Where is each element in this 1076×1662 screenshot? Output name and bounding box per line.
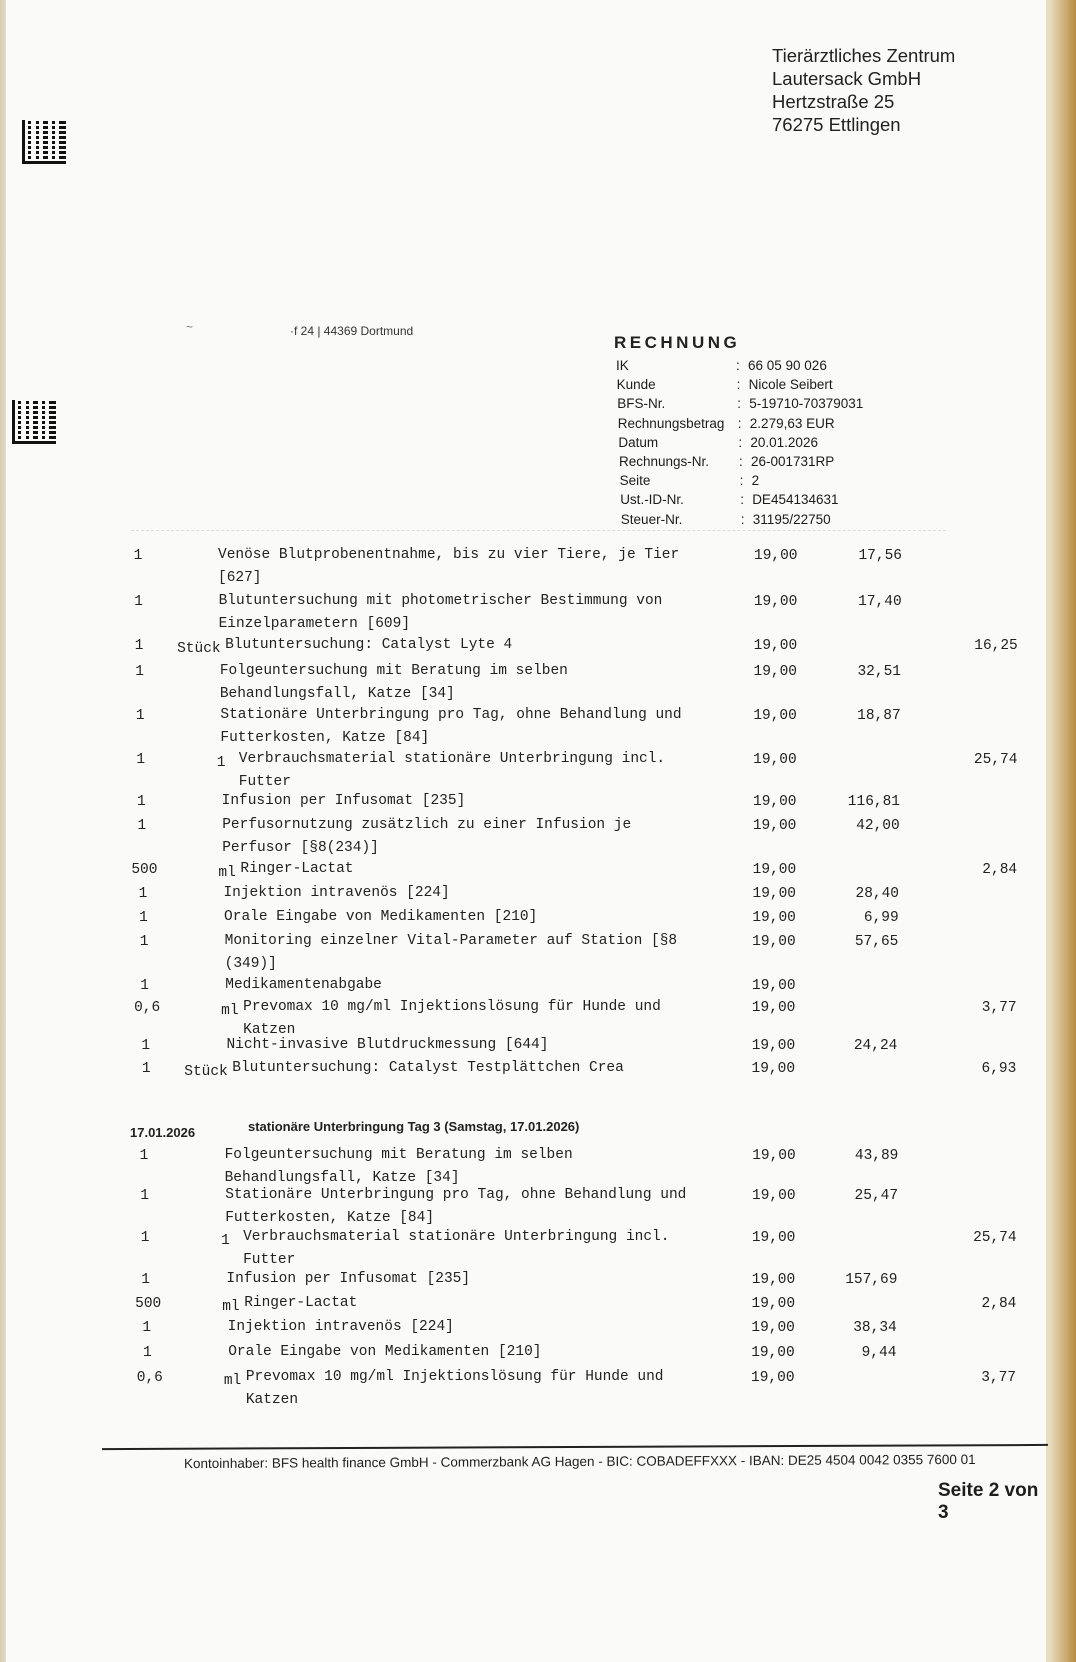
row-description: Orale Eingabe von Medikamenten [210] — [228, 1344, 542, 1360]
row-quantity: 0,6 — [136, 1370, 163, 1386]
row-tax-rate: 19,00 — [753, 638, 798, 654]
meta-value: 5-19710-70379031 — [749, 396, 864, 412]
meta-label: Rechnungsbetrag — [617, 415, 725, 431]
row-tax-rate: 19,00 — [752, 1148, 796, 1164]
row-net-amount: 17,40 — [858, 594, 902, 610]
row-gross-amount: 2,84 — [982, 862, 1018, 878]
row-tax-rate: 19,00 — [753, 594, 798, 610]
row-gross-amount: 3,77 — [981, 1370, 1017, 1386]
row-description: Infusion per Infusomat [235] — [226, 1271, 471, 1287]
return-address-mark: ~ — [186, 320, 194, 334]
bank-details: Kontoinhaber: BFS health finance GmbH - Commerzbank AG Hagen - BIC: COBADEFFXXX - IBAN: DE25 4504 0042 0355 7600 01 — [183, 1451, 976, 1472]
row-tax-rate: 19,00 — [751, 1061, 796, 1077]
meta-row — [617, 375, 864, 394]
row-unit: 1 — [221, 1233, 230, 1249]
row-net-amount: 32,51 — [857, 664, 901, 680]
row-tax-rate: 19,00 — [751, 1320, 795, 1336]
row-description: Injektion intravenös [224] — [227, 1319, 454, 1335]
meta-label: Steuer-Nr. — [620, 511, 683, 527]
row-net-amount: 17,56 — [858, 548, 902, 564]
invoice-meta — [616, 356, 863, 529]
row-quantity: 1 — [135, 664, 144, 680]
row-description: Ringer-Lactat — [244, 1295, 358, 1311]
meta-label: Kunde — [616, 377, 656, 393]
row-net-amount: 157,69 — [845, 1272, 898, 1288]
row-tax-rate: 19,00 — [752, 818, 797, 834]
row-net-amount: 57,65 — [854, 934, 899, 950]
datamatrix-frame-top — [22, 120, 66, 164]
meta-row — [619, 452, 863, 471]
meta-label: IK — [616, 358, 629, 373]
row-tax-rate: 19,00 — [752, 886, 797, 902]
row-net-amount: 24,24 — [853, 1038, 898, 1054]
meta-value: 20.01.2026 — [750, 434, 818, 450]
document-page — [6, 0, 1046, 1662]
row-description: Injektion intravenös [224] — [223, 885, 450, 901]
row-quantity: 1 — [137, 818, 147, 834]
row-quantity: 1 — [139, 1148, 149, 1164]
row-description: Perfusornutzung zusätzlich zu einer Infusion je Perfusor [§8(234)] — [222, 817, 632, 856]
row-net-amount: 6,99 — [863, 910, 899, 926]
row-quantity: 1 — [141, 1061, 151, 1077]
row-description: Verbrauchsmaterial stationäre Unterbringung incl. Futter — [243, 1229, 670, 1268]
meta-value: Nicole Seibert — [748, 377, 833, 393]
meta-separator: : — [740, 511, 745, 527]
row-description: Stationäre Unterbringung pro Tag, ohne Behandlung und Futterkosten, Katze [84] — [225, 1187, 687, 1226]
row-net-amount: 18,87 — [857, 708, 901, 724]
section-date: 17.01.2026 — [130, 1125, 196, 1140]
row-description: Stationäre Unterbringung pro Tag, ohne Behandlung und Futterkosten, Katze [84] — [220, 707, 682, 746]
row-tax-rate: 19,00 — [751, 1296, 796, 1312]
meta-separator: : — [740, 492, 744, 508]
meta-row — [618, 433, 863, 452]
row-description: Blutuntersuchung: Catalyst Testplättchen Crea — [232, 1060, 624, 1076]
sender-city: 76275 Ettlingen — [772, 114, 901, 135]
invoice-title: RECHNUNG — [614, 333, 741, 352]
row-tax-rate: 19,00 — [752, 1188, 796, 1204]
meta-label: Datum — [618, 434, 659, 450]
row-description: Prevomax 10 mg/ml Injektionslösung für Hunde und Katzen — [243, 999, 661, 1038]
row-quantity: 0,6 — [134, 1000, 161, 1016]
row-tax-rate: 19,00 — [751, 1370, 795, 1386]
row-quantity: 1 — [142, 1320, 152, 1336]
meta-value: DE454134631 — [752, 492, 839, 508]
row-description: Venöse Blutprobenentnahme, bis zu vier Tiere, je Tier [627] — [218, 547, 680, 586]
meta-value: 31195/22750 — [752, 511, 831, 527]
row-quantity: 1 — [140, 1230, 150, 1246]
sender-street: Hertzstraße 25 — [772, 91, 895, 112]
row-net-amount: 28,40 — [855, 886, 900, 902]
row-quantity: 1 — [136, 752, 146, 768]
row-quantity: 1 — [138, 886, 148, 902]
row-unit: ml — [223, 1373, 242, 1389]
return-address: ·f 24 | 44369 Dortmund — [290, 324, 414, 338]
row-quantity: 1 — [139, 910, 148, 926]
row-tax-rate: 19,00 — [752, 862, 797, 878]
row-tax-rate: 19,00 — [751, 1230, 796, 1246]
row-tax-rate: 19,00 — [753, 794, 797, 810]
row-description: Medikamentenabgabe — [225, 977, 382, 993]
meta-value: 66 05 90 026 — [748, 358, 827, 373]
row-quantity: 500 — [135, 1296, 162, 1312]
row-net-amount: 38,34 — [853, 1320, 897, 1336]
row-description: Infusion per Infusomat [235] — [221, 793, 466, 809]
row-gross-amount: 16,25 — [974, 638, 1018, 654]
meta-value: 2.279,63 EUR — [749, 415, 835, 431]
row-description: Orale Eingabe von Medikamenten [210] — [224, 909, 538, 925]
row-tax-rate: 19,00 — [754, 548, 798, 564]
row-tax-rate: 19,00 — [751, 1345, 795, 1361]
divider — [131, 530, 946, 531]
sender-company: Lautersack GmbH — [772, 68, 922, 89]
meta-row — [621, 510, 864, 529]
meta-row — [617, 394, 863, 413]
row-description: Blutuntersuchung: Catalyst Lyte 4 — [225, 637, 513, 653]
meta-label: BFS-Nr. — [617, 396, 666, 412]
row-net-amount: 9,44 — [861, 1345, 897, 1361]
row-tax-rate: 19,00 — [752, 934, 796, 950]
row-description: Blutuntersuchung mit photometrischer Bestimmung von Einzelparametern [609] — [218, 593, 663, 632]
row-description: Folgeuntersuchung mit Beratung im selben Behandlungsfall, Katze [34] — [219, 663, 568, 702]
sender-address — [772, 44, 955, 136]
row-gross-amount: 25,74 — [973, 1230, 1017, 1246]
meta-separator: : — [738, 434, 743, 450]
row-description: Monitoring einzelner Vital-Parameter auf Station [§8 (349)] — [224, 933, 678, 972]
row-tax-rate: 19,00 — [751, 1272, 796, 1288]
row-tax-rate: 19,00 — [752, 978, 796, 994]
row-description: Prevomax 10 mg/ml Injektionslösung für Hunde und Katzen — [245, 1369, 664, 1408]
row-gross-amount: 25,74 — [973, 752, 1018, 768]
row-unit: Stück — [177, 641, 221, 657]
row-description: Folgeuntersuchung mit Beratung im selben Behandlungsfall, Katze [34] — [224, 1147, 573, 1186]
meta-value: 2 — [751, 473, 760, 489]
meta-label: Seite — [619, 473, 651, 489]
row-quantity: 1 — [134, 638, 144, 654]
meta-row — [620, 490, 863, 509]
row-tax-rate: 19,00 — [751, 1038, 796, 1054]
row-net-amount: 43,89 — [854, 1148, 899, 1164]
meta-row — [616, 356, 863, 375]
row-tax-rate: 19,00 — [753, 664, 798, 680]
row-gross-amount: 6,93 — [981, 1061, 1017, 1077]
row-unit: ml — [222, 1299, 240, 1315]
section-title: stationäre Unterbringung Tag 3 (Samstag, 17.01.2026) — [248, 1119, 580, 1134]
meta-row — [618, 414, 864, 433]
meta-separator: : — [736, 358, 740, 373]
row-quantity: 1 — [140, 978, 149, 994]
row-description: Ringer-Lactat — [240, 861, 354, 877]
row-tax-rate: 19,00 — [752, 910, 796, 926]
datamatrix-frame-side — [12, 400, 56, 444]
row-quantity: 1 — [134, 594, 143, 610]
row-net-amount: 42,00 — [856, 818, 900, 834]
row-description: Nicht-invasive Blutdruckmessung [644] — [226, 1037, 549, 1053]
row-quantity: 1 — [141, 1272, 150, 1288]
row-quantity: 1 — [140, 1188, 149, 1204]
meta-row — [620, 471, 864, 490]
meta-value: 26-001731RP — [751, 454, 835, 470]
row-quantity: 1 — [142, 1345, 152, 1361]
row-quantity: 1 — [136, 794, 146, 810]
meta-label: Rechnungs-Nr. — [619, 454, 710, 470]
row-unit: 1 — [216, 755, 226, 771]
meta-separator: : — [737, 396, 741, 412]
meta-separator: : — [736, 377, 741, 393]
row-gross-amount: 3,77 — [981, 1000, 1017, 1016]
meta-separator: : — [739, 454, 743, 470]
row-net-amount: 116,81 — [847, 794, 901, 810]
row-tax-rate: 19,00 — [753, 708, 797, 724]
row-unit: Stück — [184, 1064, 228, 1080]
row-unit: ml — [221, 1003, 239, 1019]
meta-separator: : — [737, 415, 742, 431]
meta-label: Ust.-ID-Nr. — [620, 492, 684, 508]
sender-name: Tierärztliches Zentrum — [772, 45, 956, 66]
meta-separator: : — [739, 473, 744, 489]
row-quantity: 500 — [131, 862, 158, 878]
row-gross-amount: 2,84 — [981, 1296, 1017, 1312]
row-description: Verbrauchsmaterial stationäre Unterbringung incl. Futter — [238, 751, 666, 790]
row-tax-rate: 19,00 — [753, 752, 797, 768]
page-number: Seite 2 von 3 — [938, 1480, 1039, 1523]
footer-divider — [102, 1444, 1048, 1450]
row-quantity: 1 — [141, 1038, 151, 1054]
row-unit: ml — [218, 865, 236, 881]
row-quantity: 1 — [133, 548, 143, 564]
row-net-amount: 25,47 — [854, 1188, 899, 1204]
row-quantity: 1 — [135, 708, 145, 724]
row-tax-rate: 19,00 — [751, 1000, 796, 1016]
row-quantity: 1 — [139, 934, 149, 950]
